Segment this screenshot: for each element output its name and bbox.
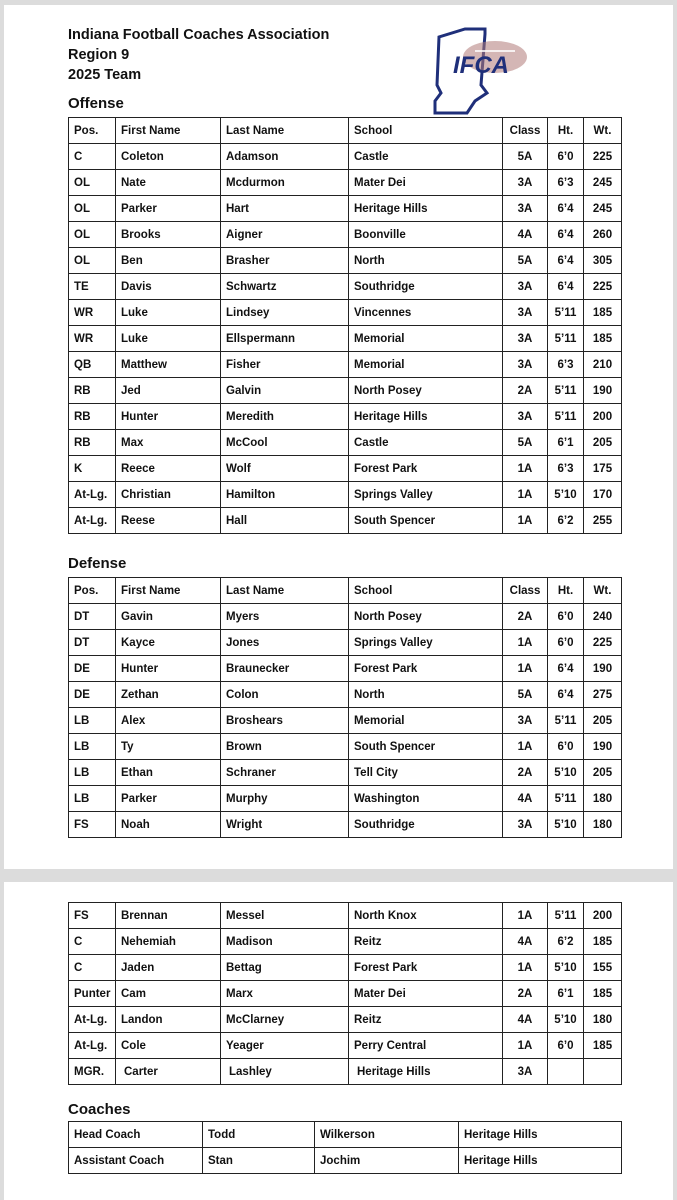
last-name-cell: Galvin (221, 378, 349, 404)
position-cell: WR (69, 300, 116, 326)
height-cell: 5’11 (548, 326, 584, 352)
last-name-cell: Wilkerson (315, 1122, 459, 1148)
first-name-header: First Name (116, 578, 221, 604)
height-cell: 5’11 (548, 903, 584, 929)
class-cell: 4A (503, 786, 548, 812)
height-header: Ht. (548, 578, 584, 604)
last-name-cell: Marx (221, 981, 349, 1007)
school-cell: Southridge (349, 812, 503, 838)
position-cell: Punter (69, 981, 116, 1007)
weight-cell: 155 (584, 955, 622, 981)
table-row (69, 630, 622, 656)
position-cell: OL (69, 222, 116, 248)
height-cell: 6’4 (548, 274, 584, 300)
weight-cell: 205 (584, 430, 622, 456)
class-cell: 3A (503, 300, 548, 326)
weight-cell: 180 (584, 812, 622, 838)
position-cell: LB (69, 734, 116, 760)
first-name-cell: Brennan (116, 903, 221, 929)
position-cell: DT (69, 604, 116, 630)
height-cell: 5’11 (548, 786, 584, 812)
last-name-cell: Madison (221, 929, 349, 955)
first-name-cell: Reese (116, 508, 221, 534)
last-name-cell: McClarney (221, 1007, 349, 1033)
first-name-cell: Jaden (116, 955, 221, 981)
last-name-cell: McCool (221, 430, 349, 456)
position-cell: K (69, 456, 116, 482)
weight-cell: 205 (584, 708, 622, 734)
position-cell: C (69, 144, 116, 170)
height-cell: 5’10 (548, 482, 584, 508)
position-header: Pos. (69, 578, 116, 604)
last-name-cell: Schraner (221, 760, 349, 786)
class-cell: 3A (503, 352, 548, 378)
height-cell: 5’10 (548, 955, 584, 981)
first-name-cell: Ben (116, 248, 221, 274)
height-cell: 6’3 (548, 456, 584, 482)
school-cell: North Posey (349, 378, 503, 404)
position-cell: OL (69, 248, 116, 274)
weight-cell: 180 (584, 786, 622, 812)
table-row (69, 1148, 622, 1174)
height-cell: 6’1 (548, 430, 584, 456)
height-cell: 6’3 (548, 170, 584, 196)
height-cell: 5’10 (548, 760, 584, 786)
height-cell: 5’10 (548, 1007, 584, 1033)
last-name-cell: Bettag (221, 955, 349, 981)
school-cell: South Spencer (349, 508, 503, 534)
first-name-cell: Cole (116, 1033, 221, 1059)
weight-cell: 225 (584, 274, 622, 300)
class-cell: 5A (503, 248, 548, 274)
position-cell: MGR. (69, 1059, 116, 1085)
position-cell: At-Lg. (69, 482, 116, 508)
height-header: Ht. (548, 118, 584, 144)
school-cell: Perry Central (349, 1033, 503, 1059)
last-name-cell: Yeager (221, 1033, 349, 1059)
last-name-cell: Brown (221, 734, 349, 760)
table-row (69, 222, 622, 248)
first-name-cell: Carter (116, 1059, 221, 1085)
height-cell: 6’2 (548, 508, 584, 534)
weight-cell: 240 (584, 604, 622, 630)
last-name-cell: Lashley (221, 1059, 349, 1085)
table-row (69, 196, 622, 222)
class-header: Class (503, 118, 548, 144)
last-name-cell: Mcdurmon (221, 170, 349, 196)
table-row (69, 981, 622, 1007)
class-cell: 1A (503, 630, 548, 656)
school-cell: South Spencer (349, 734, 503, 760)
last-name-cell: Broshears (221, 708, 349, 734)
last-name-cell: Messel (221, 903, 349, 929)
school-cell: Forest Park (349, 955, 503, 981)
last-name-cell: Hart (221, 196, 349, 222)
table-row (69, 300, 622, 326)
coaches-table (68, 1121, 622, 1174)
school-cell: Mater Dei (349, 170, 503, 196)
class-cell: 2A (503, 604, 548, 630)
class-cell: 1A (503, 734, 548, 760)
school-cell: North Posey (349, 604, 503, 630)
weight-header: Wt. (584, 578, 622, 604)
height-cell: 6’4 (548, 248, 584, 274)
position-cell: LB (69, 760, 116, 786)
first-name-cell: Max (116, 430, 221, 456)
height-cell (548, 1059, 584, 1085)
table-row (69, 404, 622, 430)
table-row (69, 144, 622, 170)
last-name-cell: Fisher (221, 352, 349, 378)
table-row (69, 760, 622, 786)
first-name-cell: Gavin (116, 604, 221, 630)
height-cell: 6’0 (548, 604, 584, 630)
table-row (69, 352, 622, 378)
region-title: Region 9 (68, 47, 130, 63)
weight-cell: 190 (584, 656, 622, 682)
first-name-cell: Hunter (116, 656, 221, 682)
height-cell: 6’3 (548, 352, 584, 378)
first-name-cell: Kayce (116, 630, 221, 656)
table-row (69, 456, 622, 482)
class-cell: 2A (503, 760, 548, 786)
school-cell: Heritage Hills (349, 196, 503, 222)
last-name-cell: Lindsey (221, 300, 349, 326)
class-cell: 1A (503, 1033, 548, 1059)
school-cell: Tell City (349, 760, 503, 786)
first-name-cell: Nehemiah (116, 929, 221, 955)
weight-cell: 275 (584, 682, 622, 708)
last-name-cell: Adamson (221, 144, 349, 170)
class-cell: 3A (503, 326, 548, 352)
school-cell: Forest Park (349, 456, 503, 482)
height-cell: 6’0 (548, 734, 584, 760)
table-row (69, 378, 622, 404)
class-cell: 5A (503, 682, 548, 708)
height-cell: 6’4 (548, 682, 584, 708)
first-name-cell: Ethan (116, 760, 221, 786)
last-name-cell: Murphy (221, 786, 349, 812)
height-cell: 6’4 (548, 656, 584, 682)
last-name-cell: Hamilton (221, 482, 349, 508)
school-cell: Springs Valley (349, 482, 503, 508)
weight-cell: 185 (584, 300, 622, 326)
position-cell: At-Lg. (69, 1007, 116, 1033)
table-row (69, 508, 622, 534)
weight-cell: 170 (584, 482, 622, 508)
weight-cell: 190 (584, 378, 622, 404)
position-cell: C (69, 929, 116, 955)
ifca-logo (431, 27, 527, 115)
table-row (69, 1059, 622, 1085)
class-header: Class (503, 578, 548, 604)
position-cell: C (69, 955, 116, 981)
class-cell: 3A (503, 812, 548, 838)
last-name-cell: Hall (221, 508, 349, 534)
weight-cell: 175 (584, 456, 622, 482)
position-cell: OL (69, 170, 116, 196)
first-name-cell: Todd (203, 1122, 315, 1148)
table-row (69, 786, 622, 812)
school-cell: North Knox (349, 903, 503, 929)
school-cell: Reitz (349, 1007, 503, 1033)
table-row (69, 929, 622, 955)
height-cell: 6’0 (548, 144, 584, 170)
weight-header: Wt. (584, 118, 622, 144)
position-cell: DE (69, 682, 116, 708)
position-cell: OL (69, 196, 116, 222)
position-cell: TE (69, 274, 116, 300)
class-cell: 1A (503, 955, 548, 981)
weight-cell: 260 (584, 222, 622, 248)
last-name-cell: Braunecker (221, 656, 349, 682)
class-cell: 3A (503, 170, 548, 196)
first-name-cell: Landon (116, 1007, 221, 1033)
last-name-cell: Colon (221, 682, 349, 708)
weight-cell: 200 (584, 903, 622, 929)
first-name-cell: Hunter (116, 404, 221, 430)
weight-cell: 205 (584, 760, 622, 786)
school-cell: Castle (349, 144, 503, 170)
position-cell: FS (69, 812, 116, 838)
first-name-cell: Brooks (116, 222, 221, 248)
position-header: Pos. (69, 118, 116, 144)
school-header: School (349, 118, 503, 144)
defense-heading: Defense (68, 555, 127, 572)
first-name-cell: Noah (116, 812, 221, 838)
school-cell: Boonville (349, 222, 503, 248)
table-row (69, 734, 622, 760)
first-name-cell: Christian (116, 482, 221, 508)
first-name-cell: Parker (116, 196, 221, 222)
first-name-cell: Nate (116, 170, 221, 196)
class-cell: 5A (503, 144, 548, 170)
position-cell: QB (69, 352, 116, 378)
school-cell: Vincennes (349, 300, 503, 326)
school-cell: Reitz (349, 929, 503, 955)
association-title: Indiana Football Coaches Association (68, 27, 330, 43)
class-cell: 1A (503, 482, 548, 508)
first-name-cell: Matthew (116, 352, 221, 378)
weight-cell: 180 (584, 1007, 622, 1033)
height-cell: 5’11 (548, 378, 584, 404)
last-name-cell: Aigner (221, 222, 349, 248)
school-cell: Springs Valley (349, 630, 503, 656)
role-cell: Head Coach (69, 1122, 203, 1148)
role-cell: Assistant Coach (69, 1148, 203, 1174)
last-name-cell: Jones (221, 630, 349, 656)
school-cell: Mater Dei (349, 981, 503, 1007)
height-cell: 5’10 (548, 812, 584, 838)
height-cell: 6’4 (548, 196, 584, 222)
school-cell: Memorial (349, 326, 503, 352)
weight-cell: 245 (584, 196, 622, 222)
table-row (69, 1122, 622, 1148)
class-cell: 4A (503, 1007, 548, 1033)
table-row (69, 274, 622, 300)
school-cell: Washington (349, 786, 503, 812)
position-cell: FS (69, 903, 116, 929)
offense-heading: Offense (68, 95, 124, 112)
last-name-header: Last Name (221, 118, 349, 144)
class-cell: 1A (503, 903, 548, 929)
page-1 (4, 5, 673, 869)
weight-cell (584, 1059, 622, 1085)
last-name-cell: Jochim (315, 1148, 459, 1174)
school-cell: Heritage Hills (349, 404, 503, 430)
logo-text: IFCA (453, 52, 509, 79)
first-name-cell: Davis (116, 274, 221, 300)
school-cell: North (349, 682, 503, 708)
table-row (69, 812, 622, 838)
table-row (69, 1007, 622, 1033)
height-cell: 6’4 (548, 222, 584, 248)
school-cell: Heritage Hills (459, 1122, 622, 1148)
last-name-cell: Ellspermann (221, 326, 349, 352)
table-row (69, 708, 622, 734)
header-row (69, 578, 622, 604)
class-cell: 4A (503, 929, 548, 955)
weight-cell: 185 (584, 929, 622, 955)
class-cell: 5A (503, 430, 548, 456)
school-cell: Castle (349, 430, 503, 456)
table-row (69, 1033, 622, 1059)
class-cell: 3A (503, 1059, 548, 1085)
last-name-cell: Schwartz (221, 274, 349, 300)
first-name-cell: Luke (116, 326, 221, 352)
last-name-header: Last Name (221, 578, 349, 604)
coaches-heading: Coaches (68, 1101, 131, 1118)
weight-cell: 245 (584, 170, 622, 196)
table-row (69, 170, 622, 196)
school-cell: Forest Park (349, 656, 503, 682)
height-cell: 6’0 (548, 1033, 584, 1059)
school-header: School (349, 578, 503, 604)
weight-cell: 225 (584, 144, 622, 170)
position-cell: LB (69, 708, 116, 734)
table-row (69, 656, 622, 682)
weight-cell: 185 (584, 981, 622, 1007)
class-cell: 1A (503, 508, 548, 534)
school-cell: North (349, 248, 503, 274)
position-cell: LB (69, 786, 116, 812)
table-row (69, 604, 622, 630)
weight-cell: 185 (584, 326, 622, 352)
height-cell: 6’2 (548, 929, 584, 955)
last-name-cell: Brasher (221, 248, 349, 274)
class-cell: 4A (503, 222, 548, 248)
first-name-cell: Ty (116, 734, 221, 760)
last-name-cell: Wright (221, 812, 349, 838)
page-2 (4, 882, 673, 1200)
weight-cell: 225 (584, 630, 622, 656)
table-row (69, 955, 622, 981)
first-name-cell: Coleton (116, 144, 221, 170)
position-cell: WR (69, 326, 116, 352)
position-cell: DE (69, 656, 116, 682)
first-name-cell: Alex (116, 708, 221, 734)
class-cell: 2A (503, 981, 548, 1007)
class-cell: 1A (503, 656, 548, 682)
first-name-cell: Parker (116, 786, 221, 812)
school-cell: Heritage Hills (349, 1059, 503, 1085)
header-row (69, 118, 622, 144)
class-cell: 2A (503, 378, 548, 404)
weight-cell: 305 (584, 248, 622, 274)
team-year-title: 2025 Team (68, 67, 142, 83)
class-cell: 3A (503, 708, 548, 734)
table-row (69, 682, 622, 708)
first-name-cell: Zethan (116, 682, 221, 708)
school-cell: Memorial (349, 708, 503, 734)
table-row (69, 430, 622, 456)
first-name-cell: Stan (203, 1148, 315, 1174)
last-name-cell: Wolf (221, 456, 349, 482)
class-cell: 1A (503, 456, 548, 482)
first-name-header: First Name (116, 118, 221, 144)
school-cell: Memorial (349, 352, 503, 378)
height-cell: 5’11 (548, 300, 584, 326)
last-name-cell: Meredith (221, 404, 349, 430)
first-name-cell: Reece (116, 456, 221, 482)
class-cell: 3A (503, 196, 548, 222)
weight-cell: 190 (584, 734, 622, 760)
weight-cell: 200 (584, 404, 622, 430)
position-cell: RB (69, 378, 116, 404)
position-cell: RB (69, 430, 116, 456)
height-cell: 6’0 (548, 630, 584, 656)
position-cell: RB (69, 404, 116, 430)
last-name-cell: Myers (221, 604, 349, 630)
first-name-cell: Jed (116, 378, 221, 404)
height-cell: 5’11 (548, 708, 584, 734)
weight-cell: 185 (584, 1033, 622, 1059)
first-name-cell: Cam (116, 981, 221, 1007)
table-row (69, 326, 622, 352)
weight-cell: 255 (584, 508, 622, 534)
height-cell: 6’1 (548, 981, 584, 1007)
position-cell: At-Lg. (69, 1033, 116, 1059)
position-cell: At-Lg. (69, 508, 116, 534)
table-row (69, 248, 622, 274)
class-cell: 3A (503, 274, 548, 300)
first-name-cell: Luke (116, 300, 221, 326)
defense-table-continued (68, 902, 622, 1085)
school-cell: Heritage Hills (459, 1148, 622, 1174)
offense-table (68, 117, 622, 534)
school-cell: Southridge (349, 274, 503, 300)
position-cell: DT (69, 630, 116, 656)
height-cell: 5’11 (548, 404, 584, 430)
defense-table (68, 577, 622, 838)
weight-cell: 210 (584, 352, 622, 378)
class-cell: 3A (503, 404, 548, 430)
table-row (69, 903, 622, 929)
table-row (69, 482, 622, 508)
